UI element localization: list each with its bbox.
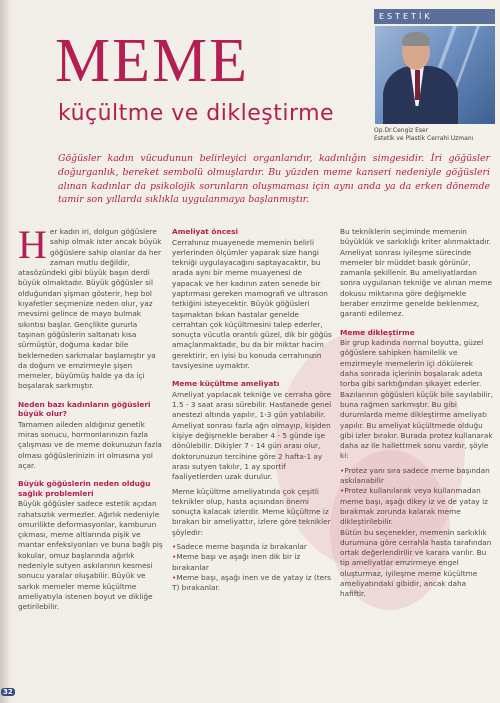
column-1	[18, 222, 166, 617]
bullet-list	[340, 466, 493, 528]
column-3	[340, 227, 493, 604]
author-photo	[375, 26, 495, 124]
paragraph: Meme küçültme ameliyatında çok çeşitli teknikler olup, hasta açısından önemi sonuçta kalacak izlerdir. Meme küçültme iz bırakan bir ameliyattır, izlere göre teknikler şöyledir:	[172, 486, 331, 537]
list-item: • Sadece meme başında iz bırakanlar	[172, 542, 332, 552]
column-2	[172, 227, 332, 594]
subheading: Meme küçültme ameliyatı	[172, 379, 280, 389]
paragraph: Tamamen aileden aldığınız genetik miras sonucu, hormonlarınızın fazla çalışması ve de meme dokunuzun fazla olması göğüslerinizin iri olmasına yol açar.	[18, 419, 162, 470]
paragraph: Bir grup kadında normal boyutta, güzel göğüslere sahipken hamilelik ve emzirmeyle memelerin içi dökülerek daha sonrada içlerinin boşalarak adeta torba gibi sarktığından şikayet ederler. Bazılarının göğüsleri küçük bile sayılabilir, buna rağmen sarkmıştır. Bu gibi durumlarda meme dikleştirme ameliyatı yapılır. Bu ameliyat küçültmede olduğu gibi izler bırakır. Burada protez kullanarak daha az ile hallettmek sonu vardır, şöyle ki:	[340, 338, 493, 461]
article-subtitle: küçültme ve dikleştirme	[58, 101, 335, 126]
subheading: Neden bazı kadınların göğüsleri büyük olur?	[18, 399, 151, 419]
paragraph: Ameliyat yapılacak tekniğe ve cerraha göre 1.5 - 3 saat arası sürebilir. Hastanede genel anestezi altında yapılır, 1-3 gün yatılabilir. Ameliyat sonrası fazla ağrı olmayıp, kişiden kişiye değişmekle beraber 4 - 5 günde işe dönülebilir. Dikişler 7 - 14 gün arası olur, doktorunuzun tercihine göre 2 hafta-1 ay arası sutyen takılır, 1 ay sportif faaliyetlerden uzak durulur.	[172, 389, 332, 482]
paragraph: Bütün bu seçenekler, memenin sarkıklık durumuna göre cerrahla hasta tarafından ortak değerlendirilir ve karara varılır. Bu tip ameliyatlar emzirmeye engel oluşturmaz, iyileşme meme küçültme ameliyatındaki gibidir, ancak daha hafiftir.	[340, 527, 492, 599]
subheading: Büyük göğüslerin neden olduğu sağlık problemleri	[18, 479, 151, 498]
caption-role: Estetik ve Plastik Cerrahi Uzmanı	[374, 135, 474, 142]
list-item: • Protez yanı sıra sadece meme başından askılanabilir	[340, 466, 493, 487]
article-title: MEME	[55, 27, 249, 95]
section-label: ESTETİK	[374, 9, 495, 24]
paragraph: er kadın iri, dolgun göğüslere sahip olmak ister ancak büyük göğüslere sahip olanlar da her zaman mutlu değildir, atasözündeki gibi büyük başın derdi büyük olmaktadır. Büyük göğüsler sil olduğundan şişman gösterir, hep bol kıyafetler seçmenize neden olur, yaz mevsimi gelince de mayo bulmak sıkıntısı başlar. Gençlikte gururla taşınan göğüslerin saltanatı kısa sürmüştür, doğuma kadar bile beklemeden sarkmalar başlamıştır ya da doğum ve emzirmeyle şişen memeler, büyümüş halde ya da içi boşalarak sarkmıştır.	[18, 227, 162, 391]
list-item: • Meme başı ve aşağı inen dik bir iz bırakanlar	[172, 552, 332, 573]
drop-cap: H	[18, 222, 47, 267]
photo-caption	[374, 127, 473, 143]
subheading: Meme dikleştirme	[340, 327, 415, 337]
bullet-list	[172, 542, 332, 593]
article-intro: Göğüsler kadın vücudunun belirleyici organlarıdır, kadınlığın simgesidir. İri göğüsler doğurganlık, bereket sembolü olmuşlardır. Bu yüzden meme kanseri nedeniyle göğüsleri alınan kadınlar da psikolojik sorunların oluşmaması için aynı anda ya da erken dönemde tamir son yıllarda sıklıkla uygulanmaya başlanmıştır.	[58, 153, 490, 206]
paragraph: Büyük göğüsler sadece estetik açıdan rahatsızlık vermezler. Ağırlık nedeniyle omurilikte deformasyonlar, kamburun çıkması, meme altlarında pişik ve mantar enfeksiyonları ve buna bağlı piş kokular, omuz başlarında ağırlık nedeniyle sutyen askılarının kesmesi sonucu yaralar oluşabilir. Büyük ve sarkık memeler meme küçültme ameliyatıyla istenen boyut ve dikliğe getirilebilir.	[18, 499, 163, 612]
list-item: • Meme başı, aşağı inen ve de yatay iz (ters T) bırakanlar.	[172, 573, 332, 594]
magazine-sidebar	[1, 565, 11, 695]
page-number: 32	[3, 688, 13, 696]
paragraph: Cerrahınız muayenede memenin belirli yerlerinden ölçümler yaparak size hangi tekniği uygulayacağını saptayacaktır, bu arada aynı bir meme muayenesi de yapacak ve her kadının zaten senede bir yaptırması gereken mamografi ve ultrason tetkiğini isteyecektir. Büyük göğüsleri taşımaktan bıkan hastalar genelde cerrahtan çok küçültmesini talep ederler, sonuçta vücutla orantılı güzel, dik bir göğüs amaçlanmaktadır, bu da bir miktar hacim gerektirir, en iyisi bu konuda cerrahınızın tavsiyesine uymaktır.	[172, 237, 332, 371]
caption-name: Op.Dr.Cengiz Eser	[374, 127, 429, 134]
subheading: Ameliyat öncesi	[172, 227, 239, 236]
list-item: • Protez kullanılarak veya kullanmadan meme başı, aşağı dikey iz ve de yatay iz bırakmak zorunda kalarak meme dikleştirilebilir.	[340, 486, 493, 527]
paragraph: Bu tekniklerin seçiminde memenin büyüklük ve sarkıklığı kriter alınmaktadır. Ameliyat sonrası iyileşme sürecinde memeler bir müddet basık görünür, zamanla şekillenir. Bu ameliyatlardan sonra uygulanan tekniğe ve alınan meme dokusu miktarına göre değişmekle beraber emzirme genelde beklenmez, garanti edilemez.	[340, 227, 492, 319]
